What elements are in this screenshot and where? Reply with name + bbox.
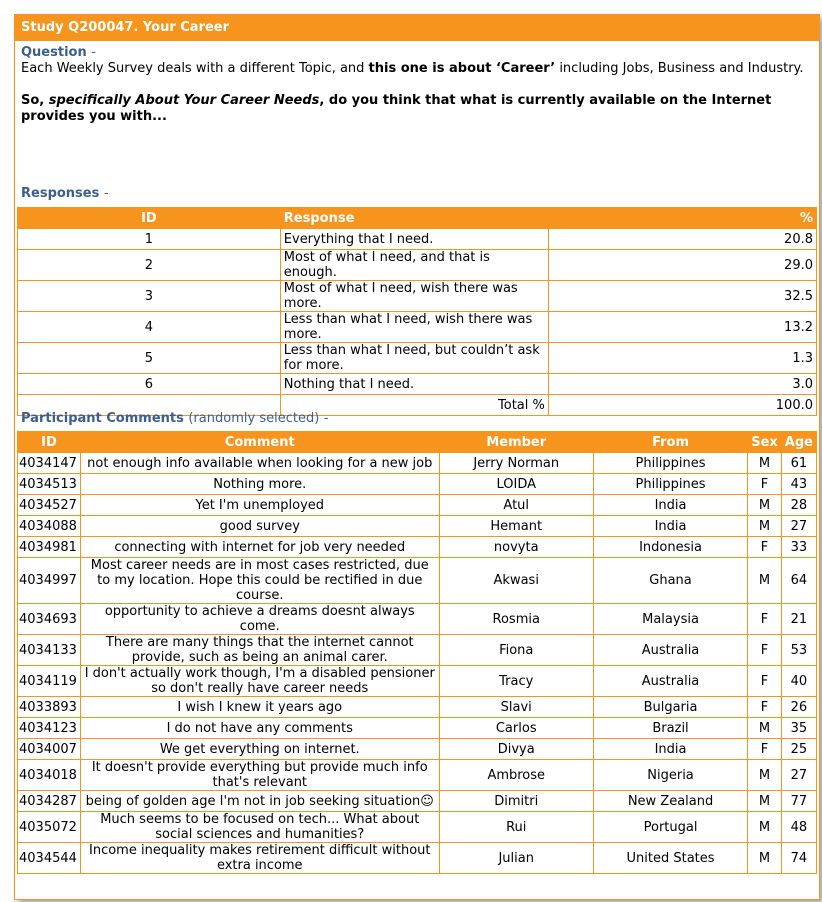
comment-row bbox=[18, 474, 817, 495]
question-intro bbox=[21, 61, 813, 77]
responses-col-response: Response bbox=[280, 208, 548, 229]
comment-text: Yet I'm unemployed bbox=[80, 495, 439, 516]
response-text: Nothing that I need. bbox=[280, 374, 548, 395]
comment-from: India bbox=[593, 516, 747, 537]
response-total-label: Total % bbox=[280, 395, 548, 416]
comment-sex: M bbox=[748, 843, 782, 874]
comment-age: 43 bbox=[781, 474, 816, 495]
response-pct: 29.0 bbox=[548, 250, 816, 281]
response-text: Everything that I need. bbox=[280, 229, 548, 250]
comment-row bbox=[18, 843, 817, 874]
question-heading bbox=[21, 45, 813, 60]
comment-row bbox=[18, 516, 817, 537]
response-id: 6 bbox=[18, 374, 281, 395]
comment-member: Akwasi bbox=[439, 558, 593, 604]
comment-id: 4034123 bbox=[18, 718, 81, 739]
comment-member: novyta bbox=[439, 537, 593, 558]
question-heading-label: Question bbox=[21, 45, 87, 60]
question-intro-pre: Each Weekly Survey deals with a different Topic, and bbox=[21, 61, 369, 76]
comment-row bbox=[18, 604, 817, 635]
comment-age: 64 bbox=[781, 558, 816, 604]
comment-text: good survey bbox=[80, 516, 439, 537]
comment-id: 4034287 bbox=[18, 791, 81, 812]
comment-sex: F bbox=[748, 697, 782, 718]
comments-col-sex: Sex bbox=[748, 432, 782, 453]
comments-heading bbox=[21, 411, 329, 426]
comment-row bbox=[18, 718, 817, 739]
question-text bbox=[21, 93, 813, 125]
comment-age: 77 bbox=[781, 791, 816, 812]
comment-member: Rui bbox=[439, 812, 593, 843]
comment-text: Nothing more. bbox=[80, 474, 439, 495]
comment-id: 4033893 bbox=[18, 697, 81, 718]
response-pct: 20.8 bbox=[548, 229, 816, 250]
comment-id: 4034018 bbox=[18, 760, 81, 791]
comment-sex: M bbox=[748, 718, 782, 739]
comments-col-id: ID bbox=[18, 432, 81, 453]
comment-sex: F bbox=[748, 537, 782, 558]
responses-heading-dash: - bbox=[103, 186, 109, 201]
comment-sex: F bbox=[748, 635, 782, 666]
response-text: Less than what I need, but couldn’t ask for more. bbox=[280, 343, 548, 374]
comment-age: 74 bbox=[781, 843, 816, 874]
response-id: 4 bbox=[18, 312, 281, 343]
comment-text: opportunity to achieve a dreams doesnt always come. bbox=[80, 604, 439, 635]
comment-text: Much seems to be focused on tech... What about social sciences and humanities? bbox=[80, 812, 439, 843]
comment-row bbox=[18, 739, 817, 760]
response-row bbox=[18, 250, 817, 281]
response-row bbox=[18, 343, 817, 374]
response-pct: 3.0 bbox=[548, 374, 816, 395]
question-intro-bold: this one is about ‘Career’ bbox=[368, 61, 556, 76]
comment-from: Indonesia bbox=[593, 537, 747, 558]
comment-from: Philippines bbox=[593, 474, 747, 495]
comment-id: 4034997 bbox=[18, 558, 81, 604]
response-text: Most of what I need, and that is enough. bbox=[280, 250, 548, 281]
comments-heading-sub: (randomly selected) bbox=[188, 411, 320, 426]
comment-age: 61 bbox=[781, 453, 816, 474]
comment-text: I wish I knew it years ago bbox=[80, 697, 439, 718]
comments-table bbox=[17, 431, 817, 874]
comment-id: 4034981 bbox=[18, 537, 81, 558]
comments-body bbox=[18, 453, 817, 874]
comments-col-member: Member bbox=[439, 432, 593, 453]
responses-body bbox=[18, 229, 817, 416]
response-id: 1 bbox=[18, 229, 281, 250]
comment-sex: M bbox=[748, 812, 782, 843]
comment-member: Julian bbox=[439, 843, 593, 874]
comment-id: 4034527 bbox=[18, 495, 81, 516]
comment-from: Ghana bbox=[593, 558, 747, 604]
comments-col-age: Age bbox=[781, 432, 816, 453]
comment-id: 4034693 bbox=[18, 604, 81, 635]
response-text: Most of what I need, wish there was more. bbox=[280, 281, 548, 312]
comment-row bbox=[18, 635, 817, 666]
comment-age: 27 bbox=[781, 760, 816, 791]
comments-header-row bbox=[18, 432, 817, 453]
comment-from: Philippines bbox=[593, 453, 747, 474]
comments-col-from: From bbox=[593, 432, 747, 453]
response-total-value: 100.0 bbox=[548, 395, 816, 416]
comment-sex: M bbox=[748, 453, 782, 474]
comment-text: It doesn't provide everything but provide much info that's relevant bbox=[80, 760, 439, 791]
comment-member: Rosmia bbox=[439, 604, 593, 635]
comment-member: Jerry Norman bbox=[439, 453, 593, 474]
comment-member: Carlos bbox=[439, 718, 593, 739]
responses-heading bbox=[21, 186, 109, 201]
comment-id: 4034147 bbox=[18, 453, 81, 474]
comment-from: United States bbox=[593, 843, 747, 874]
comment-age: 21 bbox=[781, 604, 816, 635]
comment-from: India bbox=[593, 495, 747, 516]
comments-heading-dash: - bbox=[323, 411, 329, 426]
response-pct: 13.2 bbox=[548, 312, 816, 343]
response-row bbox=[18, 229, 817, 250]
comment-member: Fiona bbox=[439, 635, 593, 666]
comment-text: not enough info available when looking for a new job bbox=[80, 453, 439, 474]
response-pct: 32.5 bbox=[548, 281, 816, 312]
question-intro-post: including Jobs, Business and Industry. bbox=[555, 61, 804, 76]
comment-from: Bulgaria bbox=[593, 697, 747, 718]
comment-text: We get everything on internet. bbox=[80, 739, 439, 760]
comment-age: 28 bbox=[781, 495, 816, 516]
comment-text: connecting with internet for job very needed bbox=[80, 537, 439, 558]
comment-sex: F bbox=[748, 666, 782, 697]
comment-row bbox=[18, 812, 817, 843]
comment-member: Divya bbox=[439, 739, 593, 760]
question-text-em: specifically About Your Career Needs bbox=[48, 93, 320, 108]
comment-age: 26 bbox=[781, 697, 816, 718]
comment-sex: M bbox=[748, 516, 782, 537]
question-text-post: , do you think that what is currently available on the Internet provides you with... bbox=[21, 93, 772, 124]
comment-member: Atul bbox=[439, 495, 593, 516]
question-section bbox=[15, 41, 819, 125]
page-title: Study Q200047. Your Career bbox=[15, 15, 819, 41]
comment-row bbox=[18, 495, 817, 516]
comment-age: 48 bbox=[781, 812, 816, 843]
comment-id: 4034513 bbox=[18, 474, 81, 495]
comment-sex: F bbox=[748, 739, 782, 760]
comment-member: Hemant bbox=[439, 516, 593, 537]
responses-header-row bbox=[18, 208, 817, 229]
comment-id: 4034133 bbox=[18, 635, 81, 666]
comment-text: being of golden age I'm not in job seeking situation☺ bbox=[80, 791, 439, 812]
comment-sex: F bbox=[748, 604, 782, 635]
comment-row bbox=[18, 453, 817, 474]
comment-row bbox=[18, 537, 817, 558]
comment-age: 40 bbox=[781, 666, 816, 697]
comment-sex: M bbox=[748, 558, 782, 604]
comment-id: 4034007 bbox=[18, 739, 81, 760]
response-pct: 1.3 bbox=[548, 343, 816, 374]
survey-panel bbox=[14, 14, 820, 900]
comment-sex: M bbox=[748, 495, 782, 516]
comment-member: Ambrose bbox=[439, 760, 593, 791]
comment-member: LOIDA bbox=[439, 474, 593, 495]
question-text-pre: So, bbox=[21, 93, 49, 108]
comment-from: Malaysia bbox=[593, 604, 747, 635]
comment-text: I don't actually work though, I'm a disabled pensioner so don't really have career needs bbox=[80, 666, 439, 697]
response-row bbox=[18, 312, 817, 343]
comment-text: There are many things that the internet cannot provide, such as being an animal carer. bbox=[80, 635, 439, 666]
response-row bbox=[18, 374, 817, 395]
comment-age: 35 bbox=[781, 718, 816, 739]
responses-col-pct: % bbox=[548, 208, 816, 229]
comment-id: 4035072 bbox=[18, 812, 81, 843]
comment-from: Nigeria bbox=[593, 760, 747, 791]
comment-from: Australia bbox=[593, 666, 747, 697]
responses-heading-label: Responses bbox=[21, 186, 100, 201]
response-text: Less than what I need, wish there was more. bbox=[280, 312, 548, 343]
comment-sex: F bbox=[748, 474, 782, 495]
comment-sex: M bbox=[748, 791, 782, 812]
response-id: 5 bbox=[18, 343, 281, 374]
comment-row bbox=[18, 666, 817, 697]
comment-row bbox=[18, 791, 817, 812]
comment-id: 4034088 bbox=[18, 516, 81, 537]
comment-text: Most career needs are in most cases restricted, due to my location. Hope this could be rectified in due course. bbox=[80, 558, 439, 604]
comment-member: Dimitri bbox=[439, 791, 593, 812]
comment-row bbox=[18, 558, 817, 604]
responses-table bbox=[17, 207, 817, 416]
response-id: 2 bbox=[18, 250, 281, 281]
comment-from: New Zealand bbox=[593, 791, 747, 812]
comment-age: 27 bbox=[781, 516, 816, 537]
question-heading-dash: - bbox=[91, 45, 96, 60]
comment-text: I do not have any comments bbox=[80, 718, 439, 739]
comment-member: Slavi bbox=[439, 697, 593, 718]
comment-age: 53 bbox=[781, 635, 816, 666]
comment-text: Income inequality makes retirement difficult without extra income bbox=[80, 843, 439, 874]
response-row bbox=[18, 281, 817, 312]
responses-col-id: ID bbox=[18, 208, 281, 229]
comment-id: 4034119 bbox=[18, 666, 81, 697]
comment-from: Portugal bbox=[593, 812, 747, 843]
comment-row bbox=[18, 760, 817, 791]
comment-age: 33 bbox=[781, 537, 816, 558]
comment-from: Australia bbox=[593, 635, 747, 666]
comment-member: Tracy bbox=[439, 666, 593, 697]
response-id: 3 bbox=[18, 281, 281, 312]
comment-id: 4034544 bbox=[18, 843, 81, 874]
comment-sex: M bbox=[748, 760, 782, 791]
comments-col-comment: Comment bbox=[80, 432, 439, 453]
comment-age: 25 bbox=[781, 739, 816, 760]
comment-from: Brazil bbox=[593, 718, 747, 739]
comment-from: India bbox=[593, 739, 747, 760]
comments-heading-label: Participant Comments bbox=[21, 411, 184, 426]
comment-row bbox=[18, 697, 817, 718]
